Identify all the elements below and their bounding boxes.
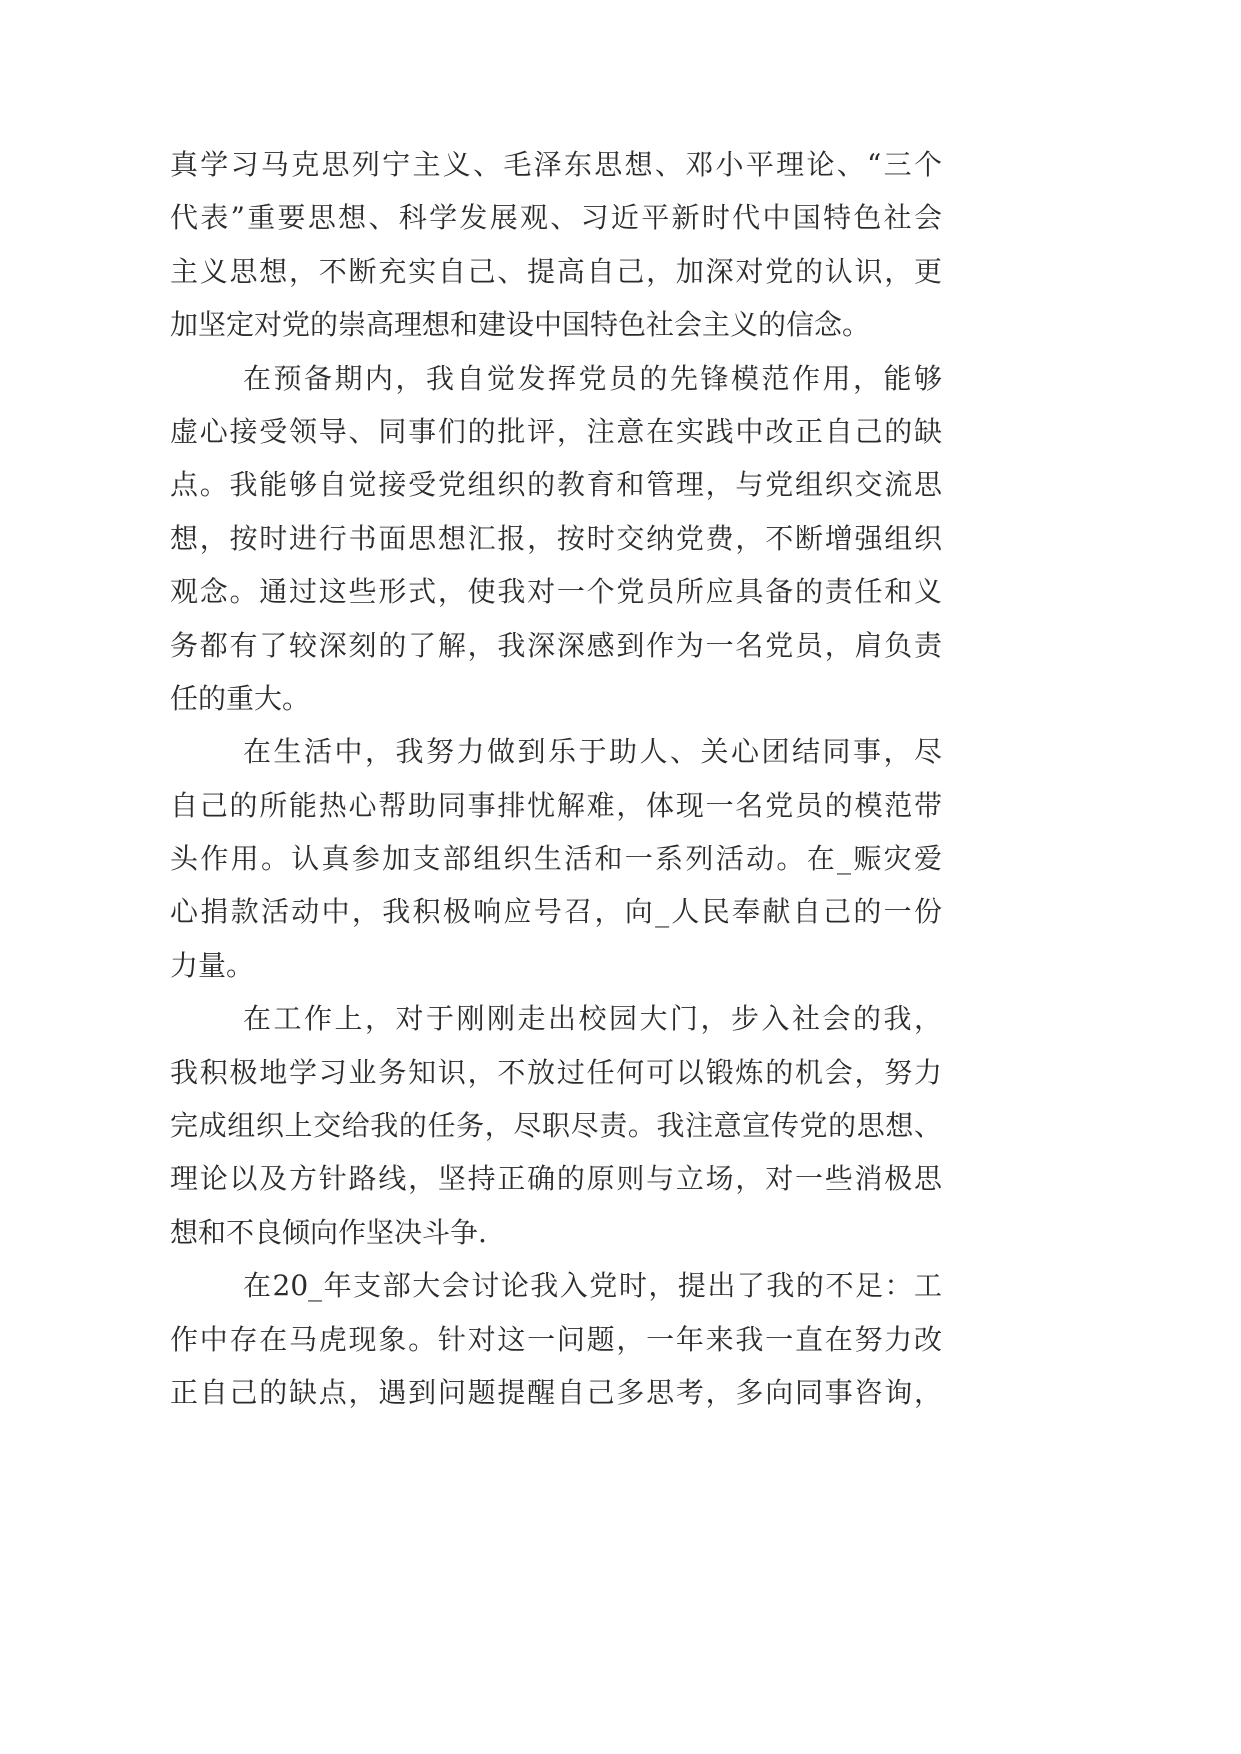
text-line: 力量。: [170, 948, 255, 982]
text-line: 头作用。认真参加支部组织生活和一系列活动。在_赈灾爱: [170, 842, 942, 876]
paragraph: [170, 1259, 942, 1419]
paragraph: [170, 352, 942, 726]
text-line: 观念。通过这些形式，使我对一个党员所应具备的责任和义: [170, 575, 942, 609]
text-line: 在20_年支部大会讨论我入党时，提出了我的不足：工: [243, 1269, 942, 1303]
text-line: 自己的所能热心帮助同事排忧解难，体现一名党员的模范带: [170, 788, 942, 822]
paragraph: [170, 138, 942, 352]
text-line: 我积极地学习业务知识，不放过任何可以锻炼的机会，努力: [170, 1055, 942, 1089]
text-line: 在工作上，对于刚刚走出校园大门，步入社会的我，: [243, 1002, 942, 1036]
text-line: 完成组织上交给我的任务，尽职尽责。我注意宣传党的思想、: [170, 1109, 942, 1143]
text-line: 加坚定对党的崇高理想和建设中国特色社会主义的信念。: [170, 308, 871, 342]
text-line: 作中存在马虎现象。针对这一问题，一年来我一直在努力改: [170, 1322, 942, 1356]
text-line: 真学习马克思列宁主义、毛泽东思想、邓小平理论、“三个: [170, 148, 942, 181]
text-line: 任的重大。: [170, 681, 311, 715]
text-line: 虚心接受领导、同事们的批评，注意在实践中改正自己的缺: [170, 414, 942, 448]
document-body: [170, 138, 942, 1419]
text-line: 代表”重要思想、科学发展观、习近平新时代中国特色社会: [170, 201, 942, 235]
text-line: 点。我能够自觉接受党组织的教育和管理，与党组织交流思: [170, 468, 942, 502]
text-line: 在生活中，我努力做到乐于助人、关心团结同事，尽: [243, 735, 942, 769]
paragraph: [170, 992, 942, 1259]
text-line: 想，按时进行书面思想汇报，按时交纳党费，不断增强组织: [170, 521, 942, 555]
paragraph: [170, 725, 942, 992]
text-line: 想和不良倾向作坚决斗争.: [170, 1215, 487, 1249]
text-line: 心捐款活动中，我积极响应号召，向_人民奉献自己的一份: [170, 895, 942, 929]
text-line: 务都有了较深刻的了解，我深深感到作为一名党员，肩负责: [170, 628, 942, 662]
text-line: 正自己的缺点，遇到问题提醒自己多思考，多向同事咨询，: [170, 1375, 942, 1409]
text-line: 主义思想，不断充实自己、提高自己，加深对党的认识，更: [170, 254, 942, 288]
text-line: 理论以及方针路线，坚持正确的原则与立场，对一些消极思: [170, 1162, 942, 1196]
text-line: 在预备期内，我自觉发挥党员的先锋模范作用，能够: [243, 361, 942, 395]
